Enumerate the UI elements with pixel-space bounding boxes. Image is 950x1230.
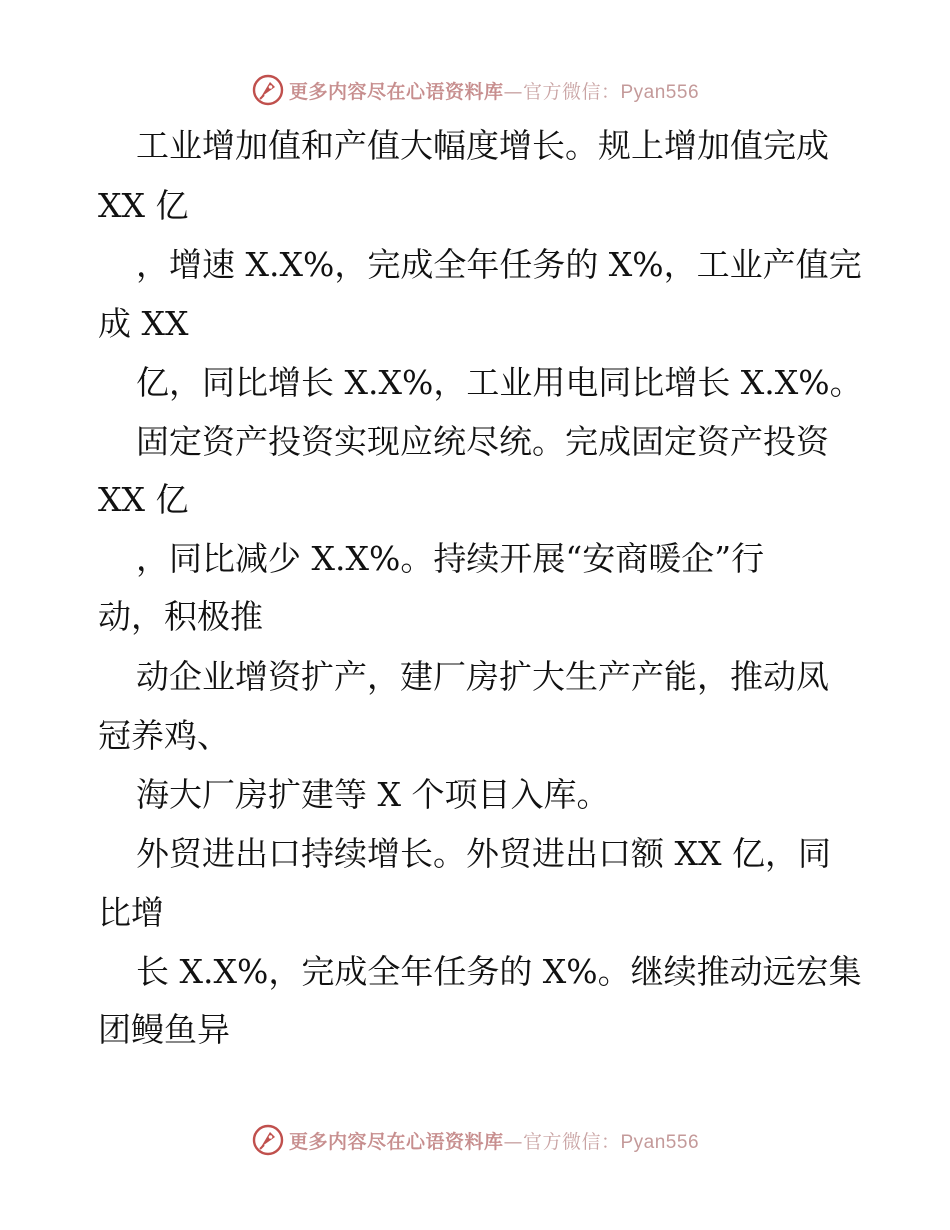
body-line: ，同比减少 X.X%。持续开展“安商暖企”行 [136,539,765,578]
body-line: XX 亿 [98,480,189,519]
watermark-brand: 更多内容尽在心语资料库 [288,80,504,103]
body-line: 工业增加值和产值大幅度增长。规上增加值完成 [136,126,829,165]
pen-nib-circle-icon [251,1123,285,1157]
body-line: 比增 [98,893,164,932]
body-line: 动，积极推 [98,597,263,636]
body-line: 海大厂房扩建等 X 个项目入库。 [136,775,610,814]
body-line: 冠养鸡、 [98,716,230,755]
body-line: 团鳗鱼异 [98,1010,230,1049]
watermark-text [289,1127,699,1154]
watermark-wechat-label: 官方微信： [522,80,621,103]
footer-watermark [0,1120,950,1160]
watermark-wechat-label: 官方微信： [522,1130,621,1153]
pen-nib-circle-icon [251,73,285,107]
body-line: XX 亿 [98,186,189,225]
body-line: ，增速 X.X%，完成全年任务的 X%，工业产值完 [136,245,862,284]
body-line: 长 X.X%，完成全年任务的 X%。继续推动远宏集 [136,952,862,991]
body-line: 固定资产投资实现应统尽统。完成固定资产投资 [136,422,829,461]
watermark-wechat-id: Pyan556 [620,81,700,103]
watermark-brand: 更多内容尽在心语资料库 [288,1130,504,1153]
watermark-dash: — [503,80,523,103]
watermark-text [289,77,699,104]
body-line: 动企业增资扩产，建厂房扩大生产产能，推动凤 [136,657,829,696]
body-line: 亿，同比增长 X.X%，工业用电同比增长 X.X%。 [136,363,863,402]
body-line: 成 XX [98,304,189,343]
watermark-wechat-id: Pyan556 [620,1131,700,1153]
watermark-dash: — [503,1130,523,1153]
header-watermark [0,70,950,110]
body-line: 外贸进出口持续增长。外贸进出口额 XX 亿，同 [136,834,831,873]
